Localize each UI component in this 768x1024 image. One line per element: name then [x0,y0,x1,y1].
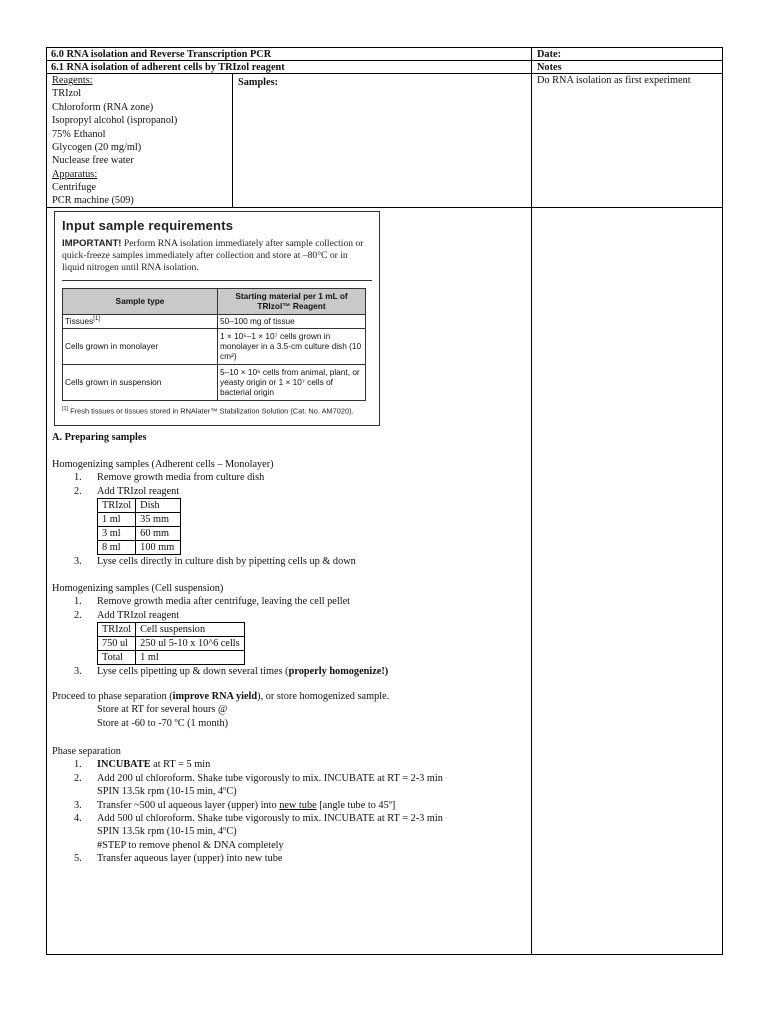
proceed-block [52,690,522,730]
reagents-list [52,74,177,208]
col-starting-material: Starting material per 1 mL of TRIzol™ Reagent [218,288,366,315]
list-item: 1. Remove growth media from culture dish [74,472,265,484]
store-rt: Store at RT for several hours @ [97,704,228,716]
reagents-heading: Reagents: [52,75,93,86]
store-cold: Store at -60 to -70 ºC (1 month) [97,717,229,729]
phase-separation-block: Phase separation 1. INCUBATE at RT = 5 min 2. Add 200 ul chloroform. Shake tube vigorously to mix. INCUBATE at RT = 2-3 min SPIN 13.5k rpm (10-15 min, 4ºC) 3. Transfer ~500 ul aqueous layer (upper) into new tube [angle tube to 45º] 4. Add 500 ul chloroform. Shake tube vigorously to mix. INCUBATE at RT = 2-3 min SPIN 13.5k rpm (10-15 min, 4ºC) #STEP to remove phenol & DNA completely 5. Transfer aqueous layer (upper) into new tube [52,745,522,865]
list-item: 2. Add 200 ul chloroform. Shake tube vigorously to mix. INCUBATE at RT = 2-3 min [74,772,443,784]
table-row: Cells grown in monolayer 1 × 10⁵–1 × 10⁷ cells grown in monolayer in a 3.5-cm culture dish (10 cm²) [63,329,366,365]
notes-label: Notes [537,62,562,73]
list-item: 2. Add TRIzol reagent [74,609,180,621]
list-item: 5. Transfer aqueous layer (upper) into new tube [74,853,283,864]
column-divider-notes [531,47,532,955]
table-row: Tissues[1] 50–100 mg of tissue [63,315,366,329]
requirements-table [62,288,366,402]
samples-label: Samples: [238,77,279,88]
date-label: Date: [537,49,562,60]
phase-heading: Phase separation [52,746,121,757]
reagent-item: Nuclease free water [52,155,134,167]
table-row: Cells grown in suspension 5–10 × 10⁶ cells from animal, plant, or yeasty origin or 1 × 10⁷ cells of bacterial origin [63,365,366,401]
reagent-item: Isopropyl alcohol (ispropanol) [52,115,178,127]
input-sample-requirements-figure [54,211,380,426]
reagent-item: Chloroform (RNA zone) [52,101,154,113]
col-sample-type: Sample type [63,288,218,315]
list-item: 4. Add 500 ul chloroform. Shake tube vigorously to mix. INCUBATE at RT = 2-3 min [74,812,443,824]
suspension-heading: Homogenizing samples (Cell suspension) [52,583,224,594]
apparatus-item: PCR machine (509) [52,195,134,207]
column-divider-samples [232,73,233,208]
adherent-heading: Homogenizing samples (Adherent cells – Monolayer) [52,459,274,470]
figure-divider [62,280,372,281]
subsection-title: 6.1 RNA isolation of adherent cells by TRIzol reagent [51,62,285,73]
adherent-block [52,458,522,569]
figure-title: Input sample requirements [62,218,234,233]
section-a-heading: A. Preparing samples [52,432,147,443]
list-item: 3. Lyse cells pipetting up & down several times (properly homogenize!) [74,666,389,678]
apparatus-heading: Apparatus: [52,168,98,180]
reagent-item: TRIzol [52,88,82,100]
trizol-suspension-table: TRIzol Cell suspension 750 ul 250 ul 5-10 x 10^6 cells Total 1 ml [97,622,245,665]
proceed-text: Proceed to phase separation (improve RNA yield), or store homogenized sample. [52,691,390,702]
list-item: 1. Remove growth media after centrifuge, leaving the cell pellet [74,596,351,608]
list-item: 1. INCUBATE at RT = 5 min [74,759,211,771]
apparatus-item: Centrifuge [52,182,97,193]
figure-footnote: [1] Fresh tissues or tissues stored in RNAlater™ Stabilization Solution (Cat. No. AM7020). [62,406,354,416]
list-item: 2. Add TRIzol reagent [74,485,180,497]
notes-text: Do RNA isolation as first experiment [537,75,691,86]
important-label: IMPORTANT! [62,237,122,249]
list-item: 3. Transfer ~500 ul aqueous layer (upper) into new tube [angle tube to 45º] [74,799,396,811]
figure-important-note: IMPORTANT! Perform RNA isolation immediately after sample collection or quick-freeze samples immediately after collection and store at –80°C or in liquid nitrogen until RNA isolation. [62,237,364,274]
section-title: 6.0 RNA isolation and Reverse Transcription PCR [51,49,272,60]
reagent-item: 75% Ethanol [52,128,106,140]
list-item: 3. Lyse cells directly in culture dish by pipetting cells up & down [74,556,356,568]
suspension-block [52,582,522,679]
trizol-dish-table: TRIzol Dish 1 ml 35 mm 3 ml 60 mm 8 ml 100 mm [97,498,181,555]
reagent-item: Glycogen (20 mg/ml) [52,141,142,153]
